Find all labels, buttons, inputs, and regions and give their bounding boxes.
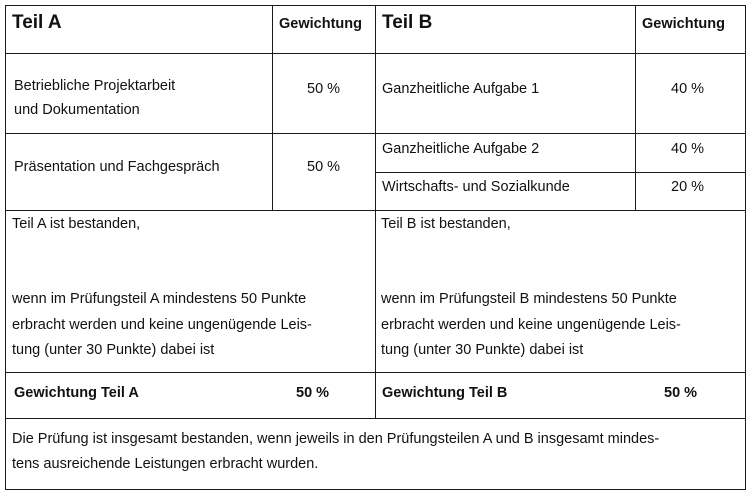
teil-b-row2-weight: 40 %	[671, 141, 705, 157]
border-right	[745, 5, 746, 490]
teil-b-row3-label: Wirtschafts- und Sozialkunde	[382, 179, 570, 195]
teil-a-row1-weight: 50 %	[307, 81, 341, 97]
teil-b-total-label: Gewichtung Teil B	[382, 385, 508, 401]
teil-a-total-label: Gewichtung Teil A	[14, 385, 139, 401]
teil-a-weight-header: Gewichtung	[279, 16, 362, 32]
border-a-row1-bottom	[5, 133, 375, 134]
teil-a-row1-label-line1: Betriebliche Projektarbeit	[14, 78, 176, 94]
teil-b-header: Teil B	[382, 12, 433, 33]
teil-b-total-value: 50 %	[664, 385, 698, 401]
footer-line1: Die Prüfung ist insgesamt bestanden, wenn jeweils in den Prüfungsteilen A und B insgesamt mindes-	[12, 431, 660, 447]
border-bottom	[5, 489, 746, 490]
teil-a-row2-weight: 50 %	[307, 159, 341, 175]
teil-b-row3-weight: 20 %	[671, 179, 705, 195]
teil-b-passed-line2: erbracht werden und keine ungenügende Leis-	[381, 317, 681, 333]
teil-b-passed-title: Teil B ist bestanden,	[381, 216, 511, 232]
teil-a-passed-title: Teil A ist bestanden,	[12, 216, 141, 232]
border-left	[5, 5, 6, 490]
teil-a-header: Teil A	[12, 12, 62, 33]
teil-b-row2-label: Ganzheitliche Aufgabe 2	[382, 141, 540, 157]
teil-a-row1-label-line2: und Dokumentation	[14, 102, 140, 118]
border-middle	[375, 5, 376, 419]
teil-b-passed-line3: tung (unter 30 Punkte) dabei ist	[381, 342, 584, 358]
border-a-weight-col	[272, 5, 273, 211]
teil-b-row1-label: Ganzheitliche Aufgabe 1	[382, 81, 540, 97]
teil-a-passed-line1: wenn im Prüfungsteil A mindestens 50 Punkte	[12, 291, 307, 307]
border-b-row2-bottom	[375, 172, 746, 173]
teil-b-row1-weight: 40 %	[671, 81, 705, 97]
teil-a-total-value: 50 %	[296, 385, 330, 401]
teil-a-passed-line3: tung (unter 30 Punkte) dabei ist	[12, 342, 215, 358]
border-b-row1-bottom	[375, 133, 746, 134]
border-b-weight-col	[635, 5, 636, 211]
teil-a-row2-label: Präsentation und Fachgespräch	[14, 159, 220, 175]
teil-b-passed-line1: wenn im Prüfungsteil B mindestens 50 Punkte	[381, 291, 677, 307]
footer-line2: tens ausreichende Leistungen erbracht wurden.	[12, 456, 319, 472]
teil-b-weight-header: Gewichtung	[642, 16, 725, 32]
teil-a-passed-line2: erbracht werden und keine ungenügende Leis-	[12, 317, 312, 333]
